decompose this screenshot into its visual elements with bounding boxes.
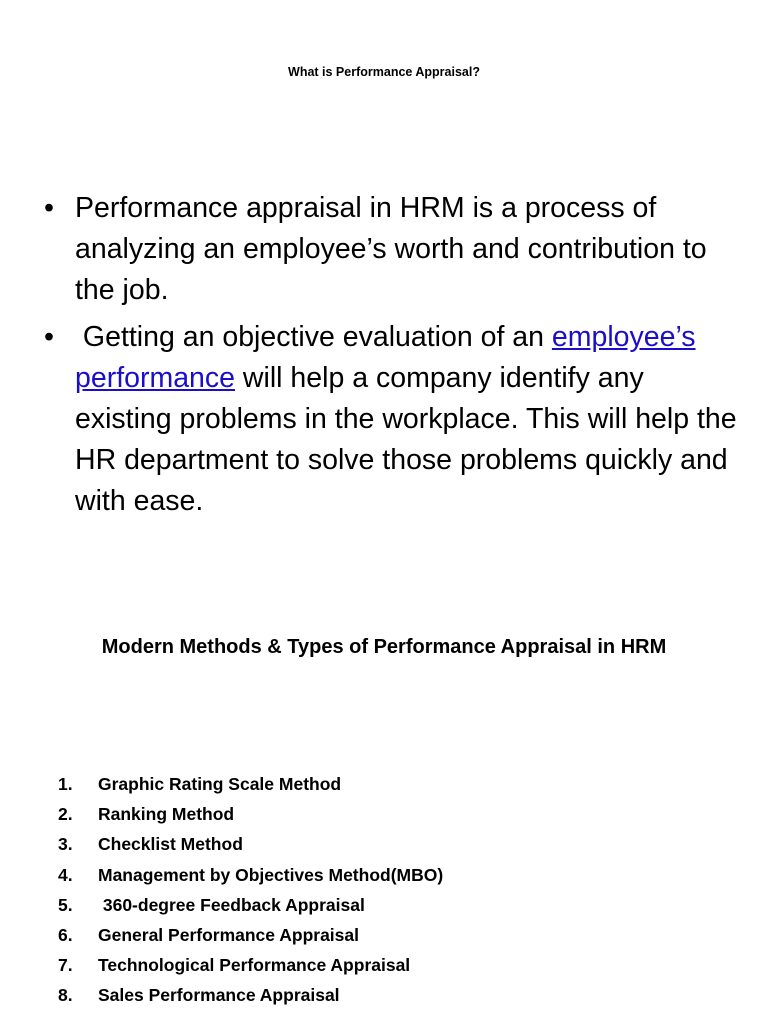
list-item-label: Graphic Rating Scale Method <box>98 774 342 794</box>
bullet-text-tail: will help a company identify any existing problems in the workplace. This will help the HR department to solve those problems quickly and with ease. <box>75 362 737 517</box>
bullet-list <box>40 188 740 528</box>
list-item-label: Technological Performance Appraisal <box>98 955 411 976</box>
list-item-number: 1. <box>58 774 73 794</box>
list-item-number: 6. <box>58 924 73 945</box>
list-item-number: 4. <box>58 864 73 885</box>
section-heading: Modern Methods & Types of Performance Appraisal in HRM <box>101 636 667 658</box>
list-item-number: 7. <box>58 955 73 976</box>
list-item-label: 360-degree Feedback Appraisal <box>98 894 365 915</box>
list-item <box>58 952 443 982</box>
list-item-label: Sales Performance Appraisal <box>98 985 340 1006</box>
methods-list <box>58 771 443 1013</box>
list-item <box>58 982 443 1012</box>
list-item-label: General Performance Appraisal <box>98 924 359 945</box>
list-item <box>58 892 443 922</box>
bullet-text-lead: Getting an objective evaluation of an <box>75 321 552 353</box>
list-item-label: Management by Objectives Method(MBO) <box>98 864 444 885</box>
list-item-number: 3. <box>58 834 73 855</box>
bullet-text: Performance appraisal in HRM is a process of analyzing an employee’s worth and contribution to the job. <box>75 192 707 306</box>
page-title: What is Performance Appraisal? <box>288 65 480 79</box>
bullet-item <box>40 188 740 311</box>
list-item-number: 5. <box>58 894 73 915</box>
list-item <box>58 922 443 952</box>
bullet-item <box>40 317 740 522</box>
list-item <box>58 862 443 892</box>
list-item-label: Ranking Method <box>98 804 235 825</box>
list-item <box>58 831 443 861</box>
list-item <box>58 801 443 831</box>
list-item-number: 8. <box>58 985 73 1006</box>
list-item-number: 2. <box>58 804 73 825</box>
list-item <box>58 771 443 801</box>
bullet-dot-icon: • <box>44 192 54 224</box>
employee-performance-link[interactable]: employee’s performance <box>75 321 696 394</box>
list-item-label: Checklist Method <box>98 834 243 855</box>
bullet-dot-icon: • <box>44 321 54 353</box>
